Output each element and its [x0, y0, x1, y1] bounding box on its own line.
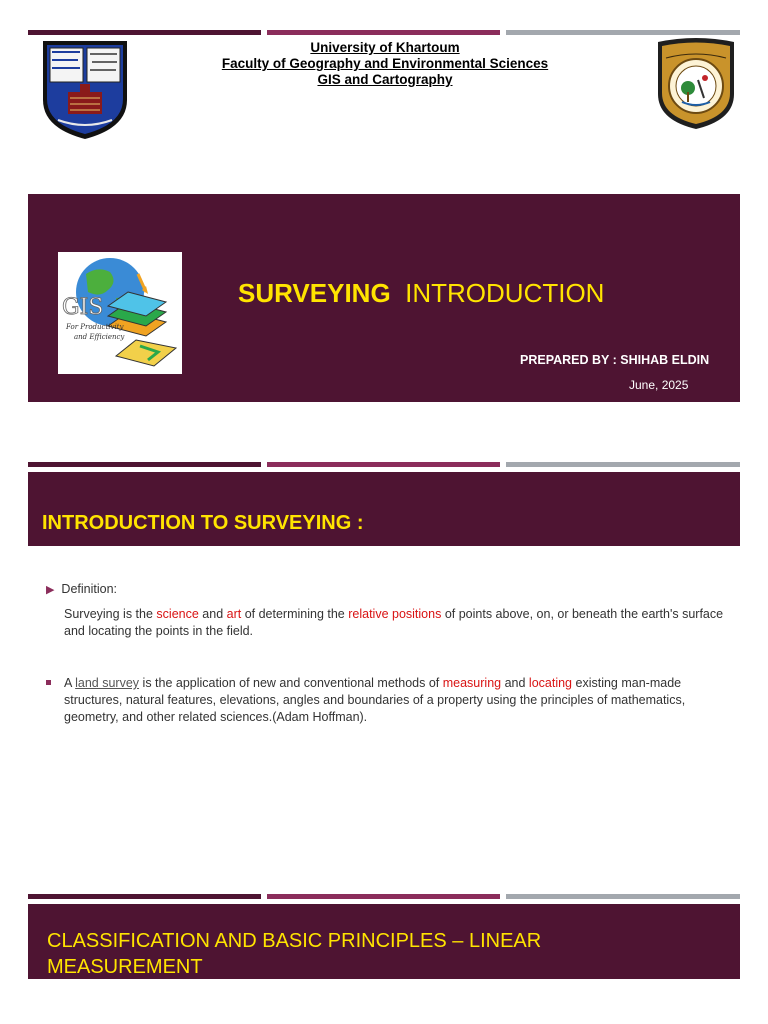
divider-stripe-grey: [506, 30, 740, 35]
land-text-4: existing man-made structures, natural features, elevations, angles and boundaries of a property using the principles of mathematics, geometry, and other related sciences.(Adam Hoffman).: [64, 676, 686, 724]
land-text-1: A: [64, 676, 76, 690]
faculty-name: Faculty of Geography and Environmental Sciences: [221, 56, 549, 71]
university-header: [180, 40, 590, 88]
divider-stripe-mid: [267, 894, 500, 899]
square-bullet-icon: [46, 680, 51, 685]
land-locating: locating: [528, 676, 573, 690]
divider-stripe-dark: [28, 894, 261, 899]
definition-label: Definition: [61, 582, 114, 596]
university-crest-logo: [40, 38, 130, 142]
divider-stripe-dark: [28, 462, 261, 467]
title-bold: SURVEYING: [238, 278, 391, 308]
def-relative-positions: relative positions: [348, 607, 442, 621]
def-art: art: [226, 607, 242, 621]
faculty-seal-logo: [652, 36, 740, 132]
divider-stripe-dark: [28, 30, 261, 35]
divider-stripe-mid: [267, 30, 500, 35]
def-text-3: of determining the: [241, 607, 349, 621]
def-text-1: Surveying is the: [64, 607, 157, 621]
gis-illustration: [58, 252, 182, 374]
definition-text: [64, 606, 724, 640]
university-name: University of Khartoum: [310, 40, 460, 55]
title-rest: INTRODUCTION: [405, 278, 605, 308]
classification-slide-title: CLASSIFICATION AND BASIC PRINCIPLES – LINEAR MEASUREMENT: [47, 930, 542, 978]
slide-title: [238, 278, 604, 309]
def-text-4: of points above, on, or beneath the earth's surface and locating the points in the field.: [64, 607, 724, 638]
divider-stripe-mid: [267, 462, 500, 467]
definition-bullet: ▶ Definition:: [46, 582, 118, 596]
land-survey-link[interactable]: land survey: [75, 676, 140, 690]
intro-slide-title: INTRODUCTION TO SURVEYING :: [42, 512, 364, 534]
def-text-2: and: [198, 607, 227, 621]
divider-stripe-grey: [506, 894, 740, 899]
prepared-by: PREPARED BY : SHIHAB ELDIN: [520, 353, 710, 367]
gis-tagline-2: and Efficiency: [74, 333, 125, 341]
def-science: science: [156, 607, 199, 621]
department-name: GIS and Cartography: [317, 72, 453, 87]
divider-stripe-grey: [506, 462, 740, 467]
land-text-3: and: [501, 676, 529, 690]
land-text-2: is the application of new and conventional methods of: [139, 676, 443, 690]
gis-tagline-1: For Productivity: [66, 323, 124, 331]
land-survey-text: [64, 675, 724, 726]
land-measuring: measuring: [442, 676, 502, 690]
gis-logo-text: GIS: [62, 295, 104, 320]
triangle-bullet-icon: ▶: [46, 584, 55, 596]
date-label: June, 2025: [629, 378, 689, 392]
